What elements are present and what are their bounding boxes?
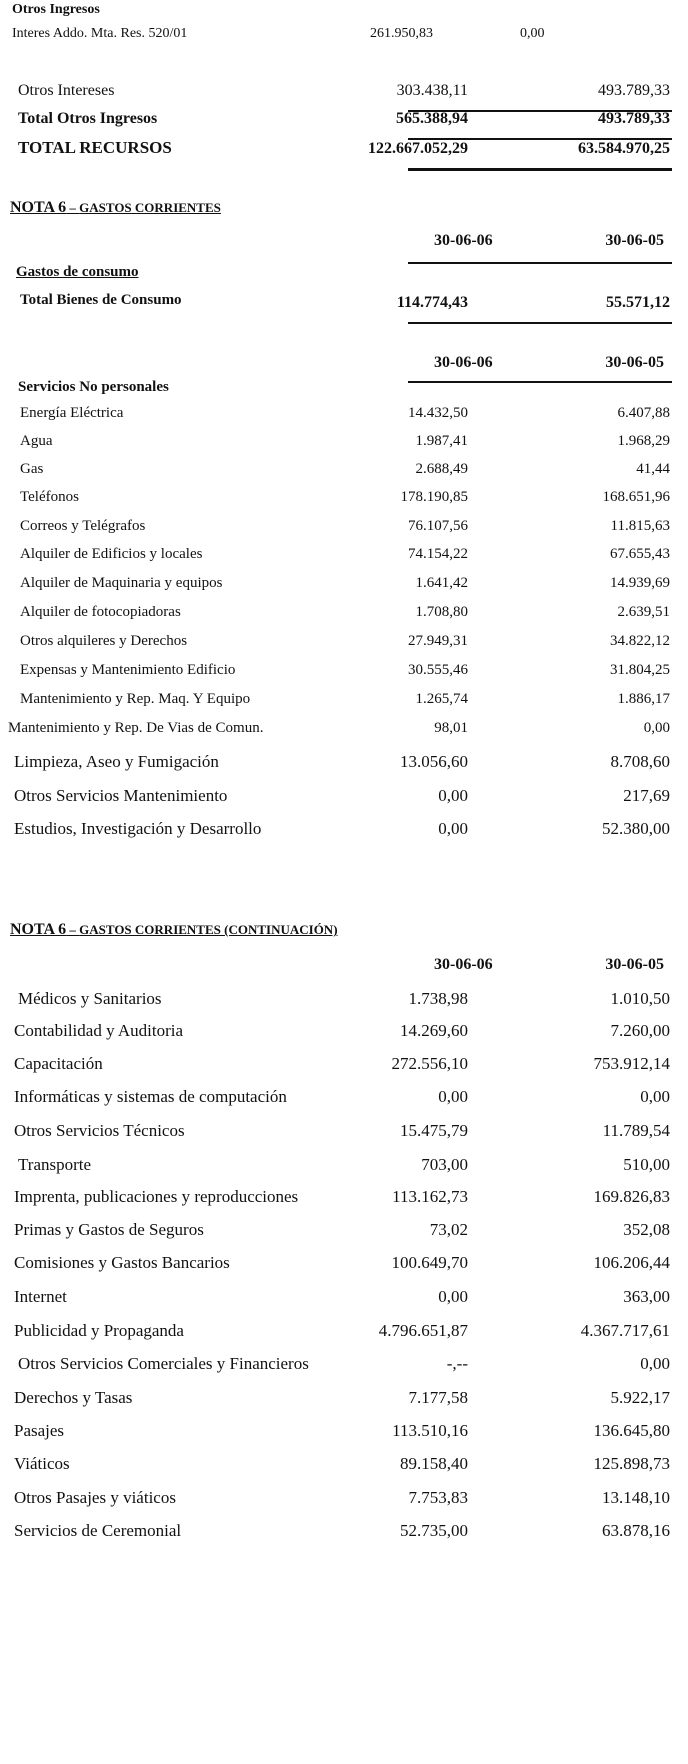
nota6-heading [10,199,221,217]
total-otros-ingresos-2005: 493.789,33 [598,110,670,127]
row-value-2005: 493.789,33 [598,82,670,99]
row-value-2006: 0,00 [438,1087,468,1106]
row-value-2005: 1.010,50 [610,989,670,1008]
row-label: Correos y Telégrafos [20,518,146,534]
row-value-2005: 0,00 [643,720,670,736]
row-value-2005: 169.826,83 [593,1187,670,1206]
row-value-2005: 0,00 [640,1087,670,1106]
row-value-2006: 7.753,83 [408,1488,468,1507]
row-label: Otros Servicios Técnicos [14,1121,185,1140]
row-value-2005: 31.804,25 [610,662,670,678]
row-value-2006: 1.738,98 [408,989,468,1008]
row-label: Gas [20,461,44,477]
nota6-dash: – [66,200,80,215]
row-value-2005: 6.407,88 [617,405,670,421]
row-value-2005: 753.912,14 [593,1054,670,1073]
row-value-2006: 2.688,49 [415,461,468,477]
row-label: Comisiones y Gastos Bancarios [14,1253,230,1272]
row-value-2005: 52.380,00 [602,819,670,838]
row-label: Internet [14,1287,67,1306]
row-value-2005: 11.789,54 [602,1121,670,1140]
servicios-no-personales-title: Servicios No personales [18,379,169,395]
row-label: Agua [20,433,53,449]
row-label: Alquiler de fotocopiadoras [20,604,181,620]
row-value-2006: 7.177,58 [408,1388,468,1407]
section-title-otros-ingresos: Otros Ingresos [12,2,100,17]
row-value-2006: 1.987,41 [415,433,468,449]
row-label: Pasajes [14,1421,65,1440]
row-label: Otros Intereses [18,82,115,99]
row-label: Alquiler de Edificios y locales [20,546,203,562]
row-label: Otros alquileres y Derechos [20,633,188,649]
row-label: Otros Servicios Mantenimiento [14,786,228,805]
row-label: Interes Addo. Mta. Res. 520/01 [12,26,188,41]
row-value-2005: 5.922,17 [610,1388,670,1407]
row-value-2005: 34.822,12 [610,633,670,649]
row-label: Limpieza, Aseo y Fumigación [14,752,219,771]
row-value-2005: 4.367.717,61 [580,1321,670,1340]
row-value-2005: 217,69 [623,786,670,805]
row-value-2006: 100.649,70 [391,1253,468,1272]
row-label: Mantenimiento y Rep. Maq. Y Equipo [20,691,251,707]
row-value-2006: 14.269,60 [400,1021,468,1040]
row-value-2006: 1.641,42 [415,575,468,591]
row-value-2005: 363,00 [623,1287,670,1306]
row-label: Capacitación [14,1054,103,1073]
row-value-2006: 27.949,31 [408,633,468,649]
row-value-2006: 703,00 [421,1155,468,1174]
row-value-2005: 510,00 [623,1155,670,1174]
row-value-2005: 67.655,43 [610,546,670,562]
row-value-2005: 125.898,73 [593,1454,670,1473]
row-value-2006: 89.158,40 [400,1454,468,1473]
row-label: Energía Eléctrica [20,405,124,421]
row-value-2005: 0,00 [640,1354,670,1373]
row-label: Primas y Gastos de Seguros [14,1220,204,1239]
column-header-2006: 30-06-06 [434,956,493,973]
header-rule [408,381,672,383]
column-header-2006: 30-06-06 [434,354,493,371]
row-value-2006: 272.556,10 [391,1054,468,1073]
row-label: Imprenta, publicaciones y reproducciones [14,1187,299,1206]
row-label: Viáticos [14,1454,70,1473]
row-label: Transporte [18,1155,92,1174]
row-value-2006: 73,02 [429,1220,468,1239]
row-value-2006: 13.056,60 [400,752,468,771]
row-value-2005: 41,44 [636,461,670,477]
row-label: Servicios de Ceremonial [14,1521,182,1540]
row-label: Médicos y Sanitarios [18,989,162,1008]
row-value-2005: 1.886,17 [617,691,670,707]
row-value-2006: 98,01 [434,720,468,736]
row-value-2005: 7.260,00 [610,1021,670,1040]
total-bienes-consumo-label: Total Bienes de Consumo [20,292,182,308]
nota6-cont-dash: – [66,922,80,937]
column-header-2005: 30-06-05 [605,354,664,371]
row-value-2006: 15.475,79 [400,1121,468,1140]
row-value-2006: 30.555,46 [408,662,468,678]
nota6-cont-prefix: NOTA 6 [10,921,67,938]
total-bienes-consumo-2006: 114.774,43 [396,294,468,311]
row-label: Otros Servicios Comerciales y Financieros [18,1354,309,1373]
gastos-consumo-title: Gastos de consumo [16,264,139,280]
nota6-title: GASTOS CORRIENTES [79,200,221,215]
row-label: Informáticas y sistemas de computación [14,1087,287,1106]
row-value-2005: 8.708,60 [610,752,670,771]
row-label: Otros Pasajes y viáticos [14,1488,176,1507]
nota6-cont-title: GASTOS CORRIENTES (CONTINUACIÓN) [79,922,338,937]
row-value-2006: 1.708,80 [415,604,468,620]
total-otros-ingresos-2006: 565.388,94 [396,110,468,127]
row-value-2006: 113.162,73 [392,1187,468,1206]
consumo-rule [408,322,672,324]
row-value-2006: -,-- [446,1354,468,1373]
row-value-2005: 352,08 [623,1220,670,1239]
row-value-2005: 106.206,44 [593,1253,670,1272]
row-label: Alquiler de Maquinaria y equipos [20,575,223,591]
row-value-2006: 303.438,11 [396,82,468,99]
column-header-2006: 30-06-06 [434,232,493,249]
row-value-2006: 74.154,22 [408,546,468,562]
total-recursos-2005: 63.584.970,25 [578,140,670,157]
nota6-prefix: NOTA 6 [10,199,67,216]
row-label: Contabilidad y Auditoria [14,1021,184,1040]
column-header-2005: 30-06-05 [605,956,664,973]
row-value-2006: 178.190,85 [400,489,468,505]
row-value-2006: 76.107,56 [408,518,468,534]
row-value-2005: 14.939,69 [610,575,670,591]
row-label: Teléfonos [20,489,79,505]
row-value-2006: 261.950,83 [370,26,433,41]
row-value-2006: 0,00 [438,786,468,805]
row-value-2006: 0,00 [438,819,468,838]
row-label: Expensas y Mantenimiento Edificio [20,662,236,678]
row-label: Estudios, Investigación y Desarrollo [14,819,262,838]
row-value-2005: 0,00 [520,26,545,41]
row-value-2006: 0,00 [438,1287,468,1306]
total-recursos-2006: 122.667.052,29 [368,140,468,157]
double-total-rule [408,168,672,171]
total-otros-ingresos-label: Total Otros Ingresos [18,110,158,127]
row-value-2005: 13.148,10 [602,1488,670,1507]
row-value-2005: 2.639,51 [617,604,670,620]
nota6-cont-heading [10,921,338,939]
row-value-2005: 63.878,16 [602,1521,670,1540]
total-bienes-consumo-2005: 55.571,12 [606,294,670,311]
row-label: Mantenimiento y Rep. De Vias de Comun. [8,720,264,736]
header-rule [408,262,672,264]
column-header-2005: 30-06-05 [605,232,664,249]
total-recursos-label: TOTAL RECURSOS [18,138,172,157]
row-value-2006: 52.735,00 [400,1521,468,1540]
row-value-2006: 113.510,16 [392,1421,468,1440]
row-value-2005: 1.968,29 [617,433,670,449]
row-value-2006: 14.432,50 [408,405,468,421]
row-label: Derechos y Tasas [14,1388,133,1407]
row-value-2006: 4.796.651,87 [378,1321,468,1340]
row-value-2006: 1.265,74 [415,691,468,707]
row-value-2005: 136.645,80 [593,1421,670,1440]
row-value-2005: 168.651,96 [602,489,670,505]
row-label: Publicidad y Propaganda [14,1321,184,1340]
row-value-2005: 11.815,63 [610,518,670,534]
